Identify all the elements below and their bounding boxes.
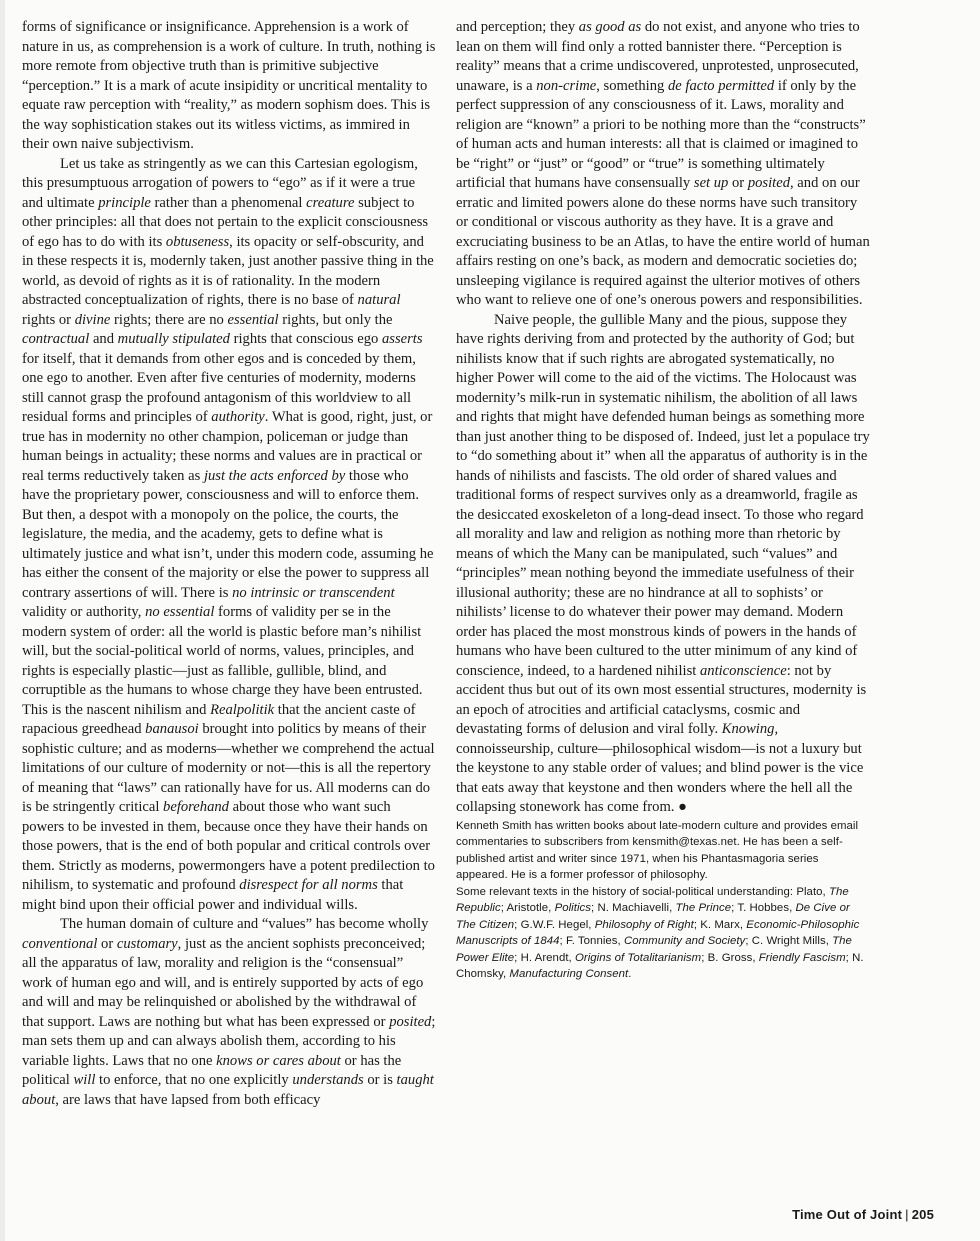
- references: Some relevant texts in the history of social-political understanding: Plato, The Republic; Aristotle, Politics; N. Machiavelli, The Prince; T. Hobbes, De Cive or The Citizen; G.W.F. Hegel, Philosophy of Right; K. Marx, Economic-Philosophic Manuscripts of 1844; F. Tonnies, Community and Society; C. Wright Mills, The Power Elite; H. Arendt, Origins of Totalitarianism; B. Gross, Friendly Fascism; N. Chomsky, Manufacturing Consent.: [456, 885, 864, 980]
- italic-phrase: asserts: [381, 331, 423, 347]
- italic-phrase: natural: [357, 292, 401, 308]
- italic-phrase: posited: [747, 175, 790, 191]
- paragraph-perception: and perception; they as good as do not exist, and anyone who tries to lean on them will find only a rotted bannister there. “Perception is reality” means that a crime undiscovered, unprotested, unprosecuted, unaware, is a non-crime, something de facto permitted if only by the perfect suppression of any consciousness of it. Laws, morality and religion are “known” a priori to be nothing more than the “constructs” of human acts and human interests: all that is claimed or imagined to be “right” or “just” or “good” or “true” is something ultimately artificial that humans have consensually set up or posited, and on our erratic and limited powers alone do these norms have such transitory or conditional or viscous authority as they have. It is a grave and excruciating business to be an Atlas, to have the entire world of human affairs resting on one’s back, as modern and democratic societies do; unsleeping vigilance is required against the ulterior motives of others who want to relieve one of one’s onerous powers and responsibilities.: [456, 19, 870, 308]
- paragraph-egologism: Let us take as stringently as we can this Cartesian egologism, this presumptuous arrogation of powers to “ego” as if it were a true and ultimate principle rather than a phenomenal creature subject to other principles: all that does not pertain to the explicit consciousness of ego has to do with its obtuseness, its opacity or self-obscurity, and in these respects it is, modernly taken, just another passive thing in the world, as devoid of rights as it is of rationality. In the modern abstracted conceptualization of rights, there is no base of natural rights or divine rights; there are no essential rights, but only the contractual and mutually stipulated rights that conscious ego asserts for itself, that it demands from other egos and is conceded by them, one ego to another. Even after five centuries of modernity, moderns still cannot grasp the profound antagonism of this worldview to all residual forms and principles of authority. What is good, right, just, or true has in modernity no other champion, policeman or judge than human beings in actuality; these norms and values are in practical or real terms reductively taken as just the acts enforced by those who have the proprietary power, consciousness and will to enforce them. But then, a despot with a monopoly on the police, the courts, the legislature, the media, and the academy, gets to define what is ultimately justice and what isn’t, under this modern code, assuming he has either the consent of the majority or else the power to suppress all contrary assertions of will. There is no intrinsic or transcendent validity or authority, no essential forms of validity per se in the modern system of order: all the world is plastic before man’s nihilist will, but the social-political world of norms, values, principles, and rights is especially plastic—just as fallible, gullible, blind, and corruptible as the humans to whose charge they have been entrusted. This is the nascent nihilism and Realpolitik that the ancient caste of rapacious greedhead banausoi brought into politics by means of their sophistic culture; and as moderns—whether we comprehend the actual limitations of our culture of modernity or not—this is all the repertory of meaning that “laws” can rationally have for us. All moderns can do is be stringently critical beforehand about those who want such powers to be invested in them, because once they have their hands on those powers, that is the end of both popular and critical controls over them. Strictly as moderns, powermongers have a potent predilection to nihilism, to systematic and profound disrespect for all norms that might bind upon their official power and individual wills.: [22, 155, 435, 913]
- running-title: Time Out of Joint: [792, 1207, 903, 1222]
- italic-phrase: Knowing: [721, 721, 775, 737]
- italic-phrase: as good as: [578, 19, 642, 35]
- italic-phrase: Realpolitik: [210, 701, 275, 718]
- italic-phrase: no intrinsic or transcendent: [232, 584, 395, 601]
- paragraph-naive-people: Naive people, the gullible Many and the pious, suppose they have rights deriving from and protected by the authority of God; but nihilists know that if such rights are abrogated systematically, no higher Power will come to the aid of the victims. The Holocaust was modernity’s milk-run in systematic nihilism, the abolition of all laws and rights that might have defended human beings as something more than just another thing to be disposed of. Indeed, just let a populace try to “do something about it” when all the apparatus of authority is in the hands of nihilists and fascists. The old order of shared values and traditional forms of respect survives only as a dreamworld, fragile as the desiccated exoskeleton of a long-dead insect. To those who regard all morality and law and religion as nothing more than rhetoric by means of which the Many can be manipulated, such “values” and “principles” mean nothing beyond the immediate usefulness of their illusional authority; these are no hindrance at all to sophists’ or nihilists’ license to do whatever their power may demand. Modern order has placed the most monstrous kinds of powers in the hands of humans who have been cultured to the utter minimum of any kind of conscience, indeed, to a hardened nihilist anticonscience: not by accident thus but out of its own most essential structures, modernity is an epoch of atrocities and artificial cataclysms, cosmic and devastating forms of delusion and viral folly. Knowing, connoisseurship, culture—philosophical wisdom—is not a luxury but the keystone to any stable order of values; and blind power is the vice that eats away that keystone and then wonders where the hell all the collapsing stonework has come from. ●: [456, 311, 870, 815]
- italic-phrase: beforehand: [163, 799, 229, 815]
- left-column: [22, 18, 436, 1110]
- italic-phrase: knows or cares about: [216, 1052, 341, 1069]
- page-edge: [0, 0, 5, 1241]
- page-number: 205: [911, 1207, 934, 1222]
- italic-phrase: just the acts enforced by: [203, 467, 346, 484]
- italic-phrase: The Prince: [675, 902, 732, 914]
- italic-phrase: posited: [389, 1013, 432, 1030]
- italic-phrase: authority: [211, 409, 265, 425]
- italic-phrase: The Power Elite: [456, 935, 852, 964]
- italic-phrase: anticonscience: [699, 662, 787, 679]
- italic-phrase: Philosophy of Right: [594, 918, 694, 931]
- italic-phrase: Origins of Totalitarianism: [574, 951, 702, 964]
- italic-phrase: Friendly Fascism: [758, 951, 846, 964]
- italic-phrase: no essential: [145, 604, 215, 620]
- italic-phrase: principle: [98, 194, 151, 211]
- italic-phrase: Economic-Philosophic Manuscripts of 1844: [456, 918, 860, 947]
- italic-phrase: divine: [74, 311, 111, 328]
- italic-phrase: understands: [292, 1072, 364, 1088]
- italic-phrase: banausoi: [145, 721, 199, 737]
- italic-phrase: will: [73, 1072, 96, 1088]
- italic-phrase: mutually stipulated: [117, 331, 230, 347]
- italic-phrase: essential: [227, 311, 279, 328]
- italic-phrase: Politics: [554, 902, 592, 914]
- italic-phrase: creature: [306, 194, 355, 211]
- italic-phrase: set up: [693, 175, 729, 191]
- italic-phrase: taught about: [22, 1072, 434, 1108]
- italic-phrase: customary: [116, 935, 178, 952]
- italic-phrase: de facto permitted: [667, 77, 775, 94]
- author-bio: Kenneth Smith has written books about late-modern culture and provides email commentaries to subscribers from kensmith@texas.net. He has been a self-published artist and writer since 1971, when his Phantasmagoria series appeared. He is a former professor of philosophy.: [456, 819, 859, 881]
- paragraph-continued: forms of significance or insignificance. Apprehension is a work of nature in us, as comprehension is a work of culture. In truth, nothing is more remote from objective truth than is primitive subjective “perception.” It is a mark of acute insipidity or uncritical mentality to equate raw perception with “reality,” as modern sophism does. This is the way sophistication stakes out its witless victims, as immired in their own naive subjectivism.: [22, 19, 436, 152]
- italic-phrase: contractual: [22, 331, 90, 347]
- italic-phrase: conventional: [22, 935, 98, 952]
- italic-phrase: The Republic: [456, 885, 849, 914]
- running-footer: [792, 1207, 934, 1222]
- italic-phrase: Community and Society: [623, 935, 746, 947]
- italic-phrase: Manufacturing Consent: [509, 968, 629, 980]
- paragraph-conventional: The human domain of culture and “values” has become wholly conventional or customary, just as the ancient sophists preconceived; all the apparatus of law, morality and religion is the “consensual” work of human ego and will, and is entirely supported by acts of ego and will and may be relinquished or abolished by the withdrawal of that support. Laws are nothing but what has been expressed or posited; man sets them up and can always abolish them, according to his variable lights. Laws that no one knows or cares about or has the political will to enforce, that no one explicitly understands or is taught about, are laws that have lapsed from both efficacy: [22, 916, 436, 1108]
- italic-phrase: non-crime: [536, 77, 597, 94]
- right-column: [456, 18, 870, 983]
- italic-phrase: disrespect for all norms: [239, 877, 378, 893]
- footer-separator: |: [905, 1207, 909, 1222]
- italic-phrase: obtuseness: [165, 233, 230, 250]
- italic-phrase: De Cive or The Citizen: [456, 902, 850, 931]
